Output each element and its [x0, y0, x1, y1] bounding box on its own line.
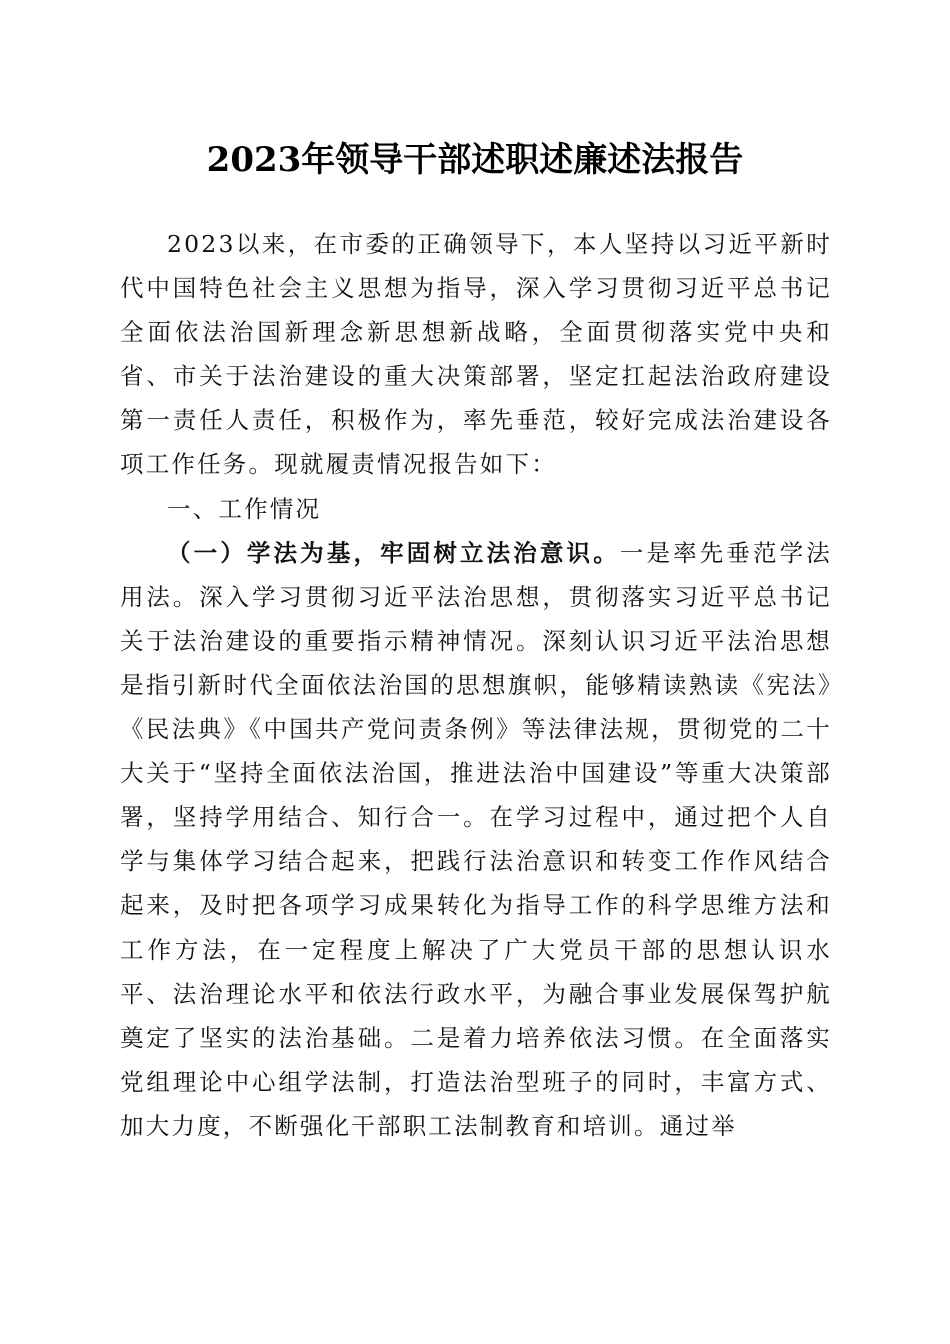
intro-paragraph: 2023以来，在市委的正确领导下，本人坚持以习近平新时代中国特色社会主义思想为指导，深入学习贯彻习近平总书记全面依法治国新理念新思想新战略，全面贯彻落实党中央和省、市关于法治建设的重大决策部署，坚定扛起法治政府建设第一责任人责任，积极作为，率先垂范，较好完成法治建设各项工作任务。现就履责情况报告如下： — [120, 230, 832, 479]
document-body — [120, 222, 832, 1148]
subsection-paragraph — [120, 531, 832, 1148]
section-heading: 一、工作情况 — [167, 494, 322, 523]
document-title: 2023年领导干部述职述廉述法报告 — [206, 140, 744, 180]
subsection-text: 一是率先垂范学法用法。深入学习贯彻习近平法治思想，贯彻落实习近平总书记关于法治建设的重要指示精神情况。深刻认识习近平法治思想是指引新时代全面依法治国的思想旗帜，能够精读熟读《宪法》《民法典》《中国共产党问责条例》等法律法规，贯彻党的二十大关于“坚持全面依法治国，推进法治中国建设”等重大决策部署，坚持学用结合、知行合一。在学习过程中，通过把个人自学与集体学习结合起来，把践行法治意识和转变工作作风结合起来，及时把各项学习成果转化为指导工作的科学思维方法和工作方法，在一定程度上解决了广大党员干部的思想认识水平、法治理论水平和依法行政水平，为融合事业发展保驾护航奠定了坚实的法治基础。二是着力培养依法习惯。在全面落实党组理论中心组学法制，打造法治型班子的同时，丰富方式、加大力度，不断强化干部职工法制教育和培训。通过举 — [120, 538, 832, 1140]
subsection-lead: （一）学法为基，牢固树立法治意识。 — [167, 538, 620, 567]
